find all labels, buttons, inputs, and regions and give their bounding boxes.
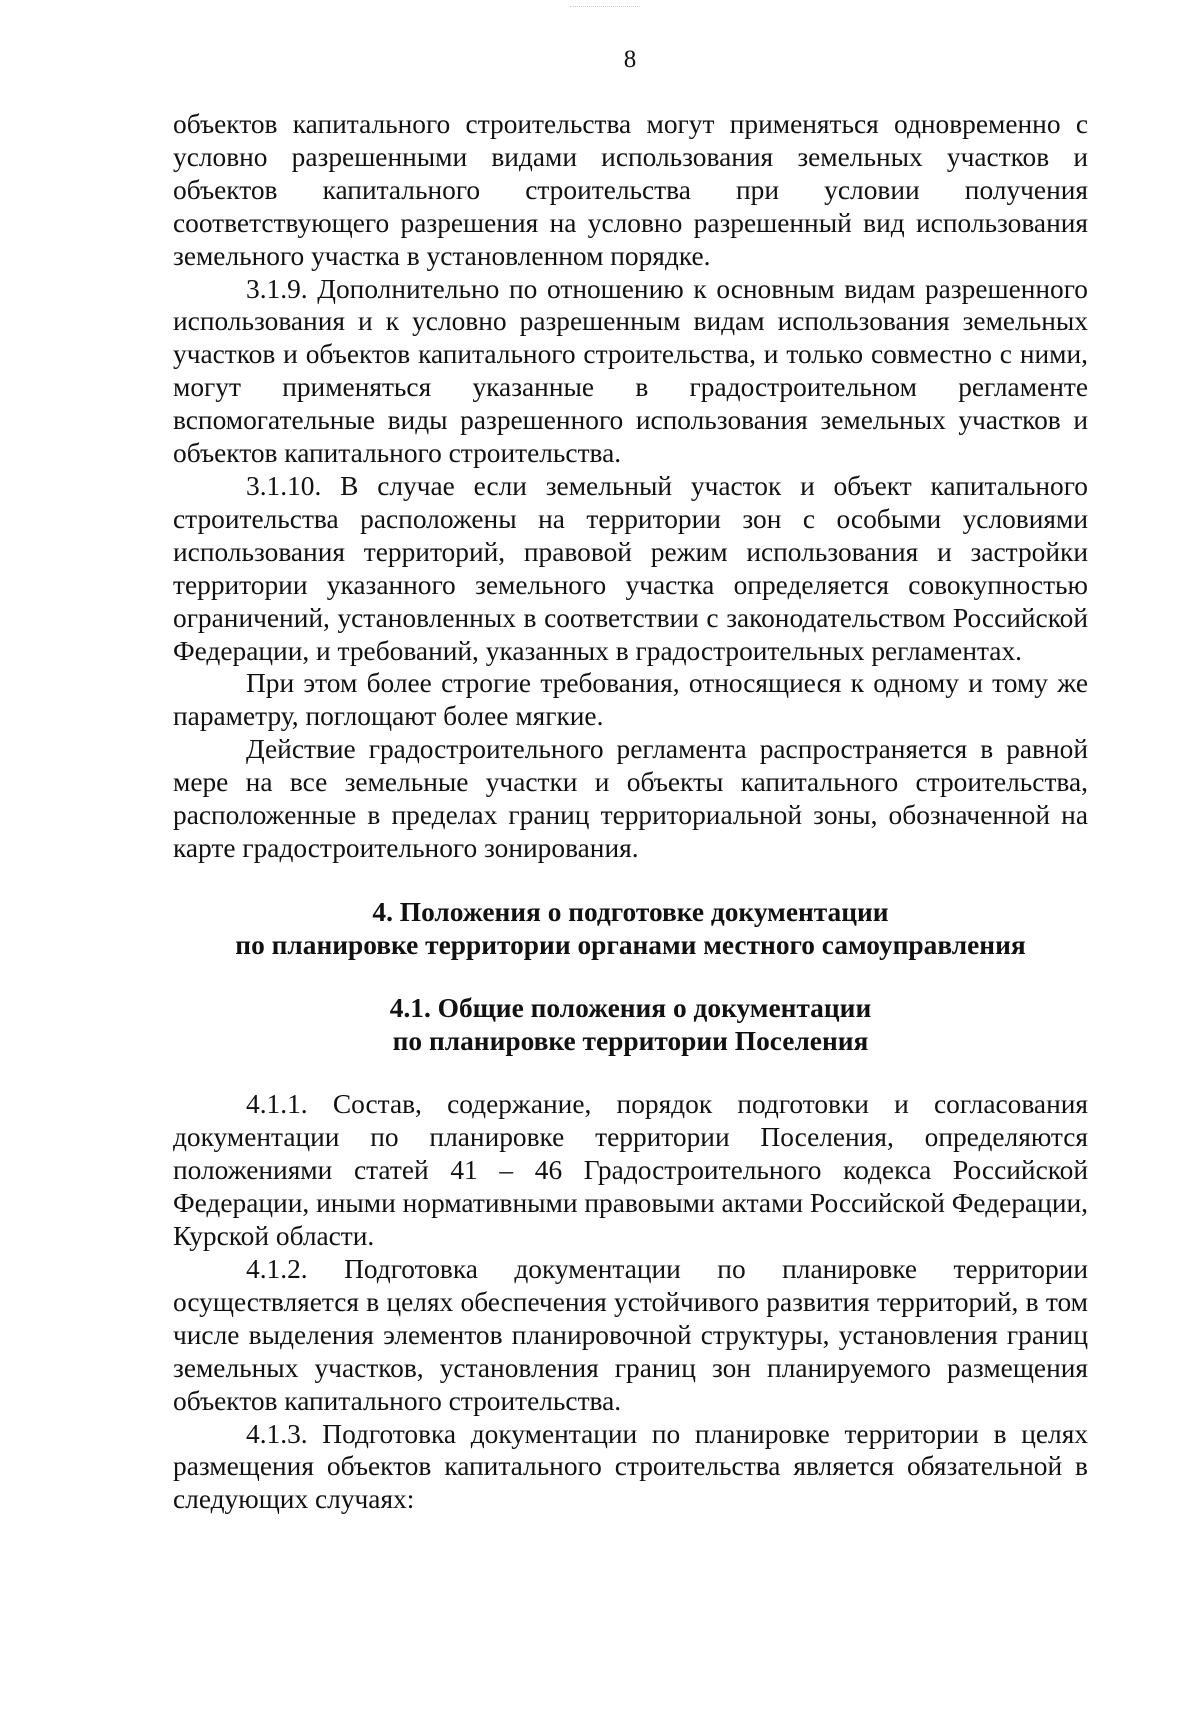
section-4-1-heading-line-1: 4.1. Общие положения о документации [389, 992, 872, 1023]
paragraph-continuation: объектов капитального строительства могут применяться одновременно с условно разрешенными видами использования земельных участков и объектов капитального строительства при условии получения соответствующего разрешения на условно разрешенный вид использования земельного участка в установленном порядке. [173, 109, 1088, 271]
paragraph-regulation-scope: Действие градостроительного регламента распространяется в равной мере на все земельные участки и объекты капитального строительства, расположенные в пределах границ территориальной зоны, обозначенной на карте градостроительного зонирования. [173, 734, 1088, 863]
section-4-heading-line-2: по планировке территории органами местного самоуправления [235, 929, 1026, 960]
paragraph-strict-requirements: При этом более строгие требования, относящиеся к одному и тому же параметру, поглощают более мягкие. [173, 668, 1088, 732]
paragraph-4-1-3: 4.1.3. Подготовка документации по планировке территории в целях размещения объектов капитального строительства является обязательной в следующих случаях: [173, 1418, 1088, 1515]
section-4-heading [173, 896, 1088, 962]
paragraph-3-1-10: 3.1.10. В случае если земельный участок и объект капитального строительства расположены на территории зон с особыми условиями использования территорий, правовой режим использования и застройки территории указанного земельного участка определяется совокупностью ограничений, установленных в соответствии с законодательством Российской Федерации, и требований, указанных в градостроительных регламентах. [173, 470, 1088, 666]
page-number: 8 [623, 46, 637, 73]
section-4-1-heading-line-2: по планировке территории Поселения [392, 1025, 869, 1056]
section-4-1-heading [173, 992, 1088, 1058]
section-4-heading-line-1: 4. Положения о подготовке документации [372, 896, 889, 927]
paragraph-4-1-1: 4.1.1. Состав, содержание, порядок подготовки и согласования документации по планировке территории Поселения, определяются положениями статей 41 – 46 Градостроительного кодекса Российской Федерации, иными нормативными правовыми актами Российской Федерации, Курской области. [173, 1089, 1088, 1252]
document-body [173, 108, 1088, 1516]
scan-artifact [570, 0, 640, 7]
paragraph-4-1-2: 4.1.2. Подготовка документации по планировке территории осуществляется в целях обеспечения устойчивого развития территорий, в том числе выделения элементов планировочной структуры, установления границ земельных участков, установления границ зон планируемого размещения объектов капитального строительства. [173, 1254, 1088, 1416]
paragraph-3-1-9: 3.1.9. Дополнительно по отношению к основным видам разрешенного использования и к условно разрешенным видам использования земельных участков и объектов капитального строительства, и только совместно с ними, могут применяться указанные в градостроительном регламенте вспомогательные виды разрешенного использования земельных участков и объектов капитального строительства. [173, 273, 1088, 469]
